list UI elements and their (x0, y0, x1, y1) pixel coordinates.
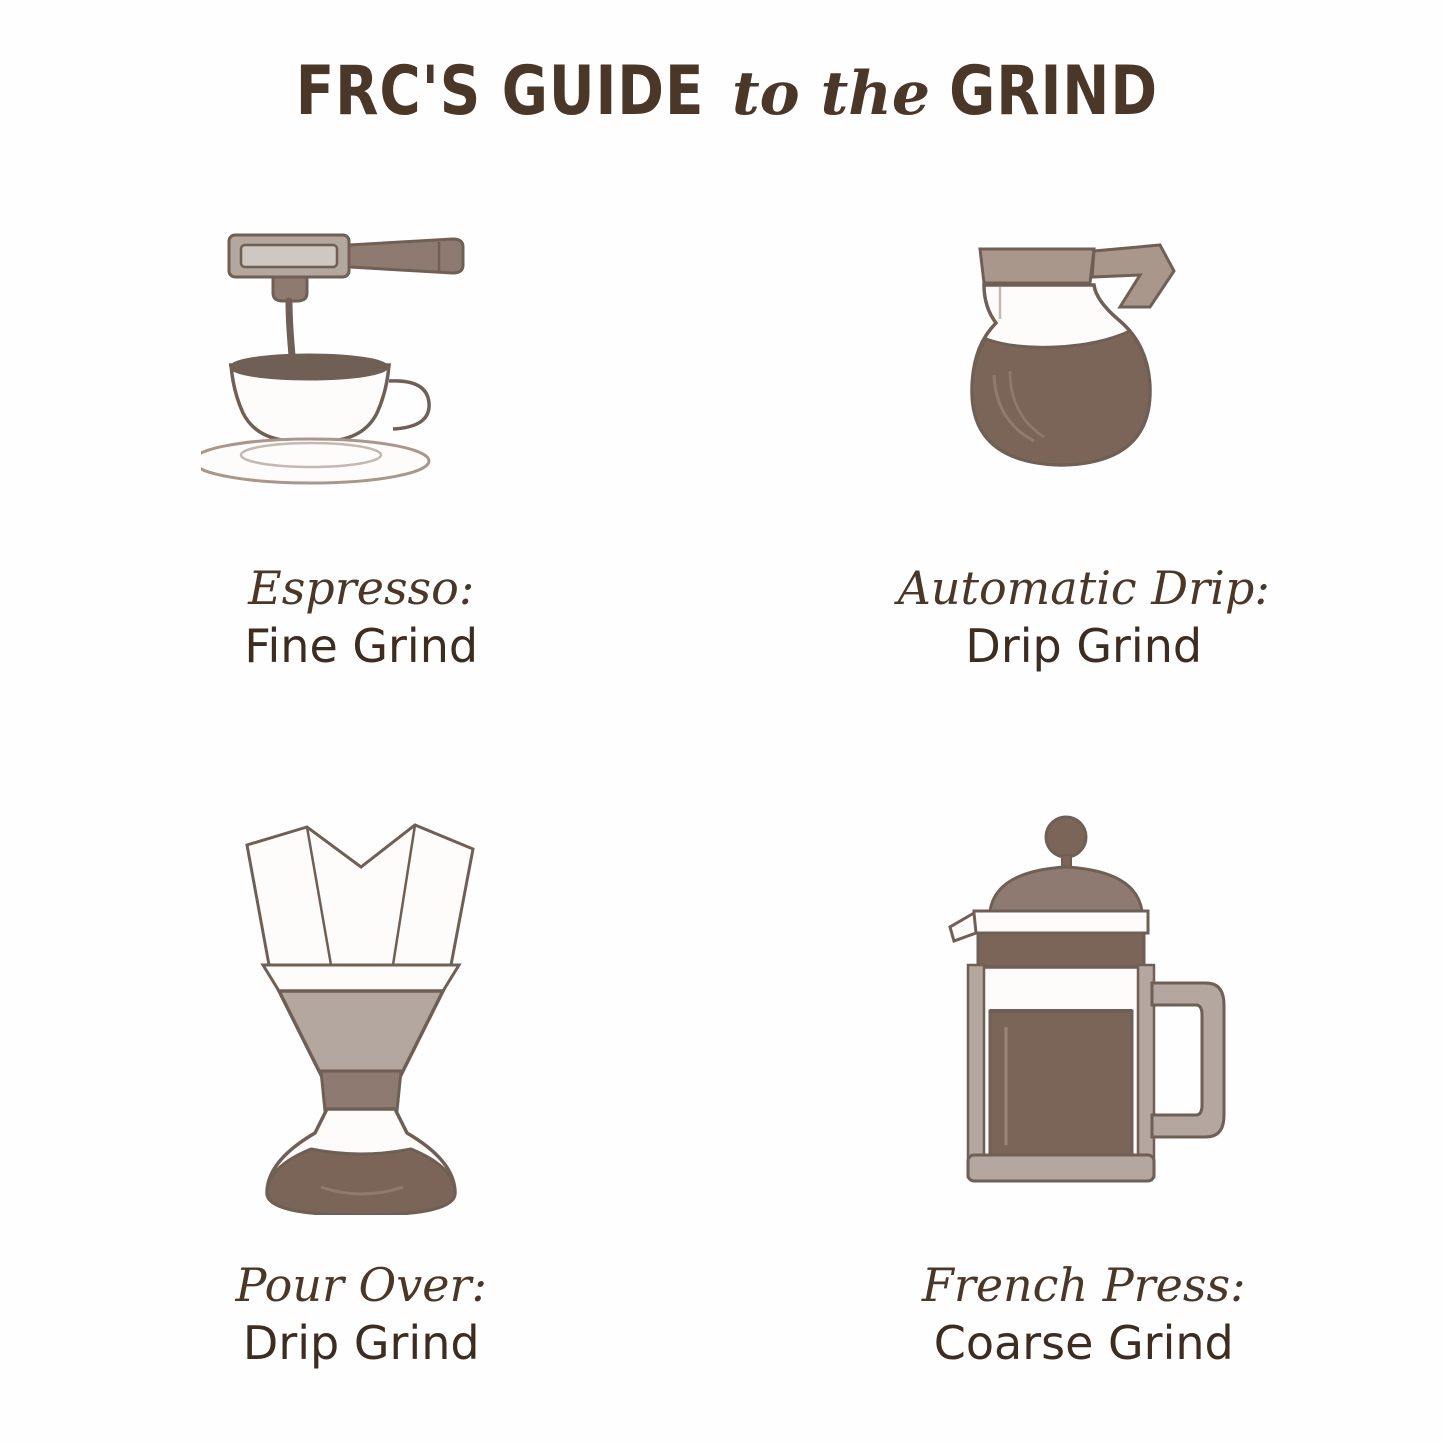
pour-over-art (211, 800, 511, 1230)
page-title (0, 52, 1445, 131)
method-label-french-press: French Press: (921, 1258, 1246, 1312)
automatic-drip-art (924, 185, 1244, 545)
caption-automatic-drip (898, 563, 1270, 672)
caption-espresso (244, 563, 478, 672)
grind-label-espresso: Fine Grind (244, 618, 479, 673)
pour-over-chemex-icon (211, 815, 511, 1215)
brew-method-card-automatic-drip (723, 185, 1445, 800)
brew-method-card-espresso (0, 185, 723, 800)
brew-method-card-french-press (723, 800, 1445, 1415)
page-title-part3: GRIND (949, 52, 1159, 131)
method-label-automatic-drip: Automatic Drip: (897, 561, 1270, 615)
grind-label-pour-over: Drip Grind (242, 1315, 480, 1370)
method-label-espresso: Espresso: (248, 561, 475, 615)
brew-method-card-pour-over (0, 800, 723, 1415)
brew-method-grid (0, 185, 1445, 1415)
page-title-part2: to the (731, 59, 931, 129)
espresso-art (201, 185, 521, 545)
page-title-part1: FRC'S GUIDE (295, 52, 705, 131)
caption-pour-over (236, 1260, 487, 1369)
espresso-portafilter-cup-icon (201, 215, 521, 515)
french-press-art (934, 800, 1234, 1230)
grind-label-automatic-drip: Drip Grind (965, 618, 1203, 673)
caption-french-press (922, 1260, 1246, 1369)
drip-coffee-carafe-icon (924, 215, 1244, 515)
method-label-pour-over: Pour Over: (235, 1258, 487, 1312)
grind-label-french-press: Coarse Grind (933, 1315, 1234, 1370)
french-press-icon (934, 815, 1234, 1215)
